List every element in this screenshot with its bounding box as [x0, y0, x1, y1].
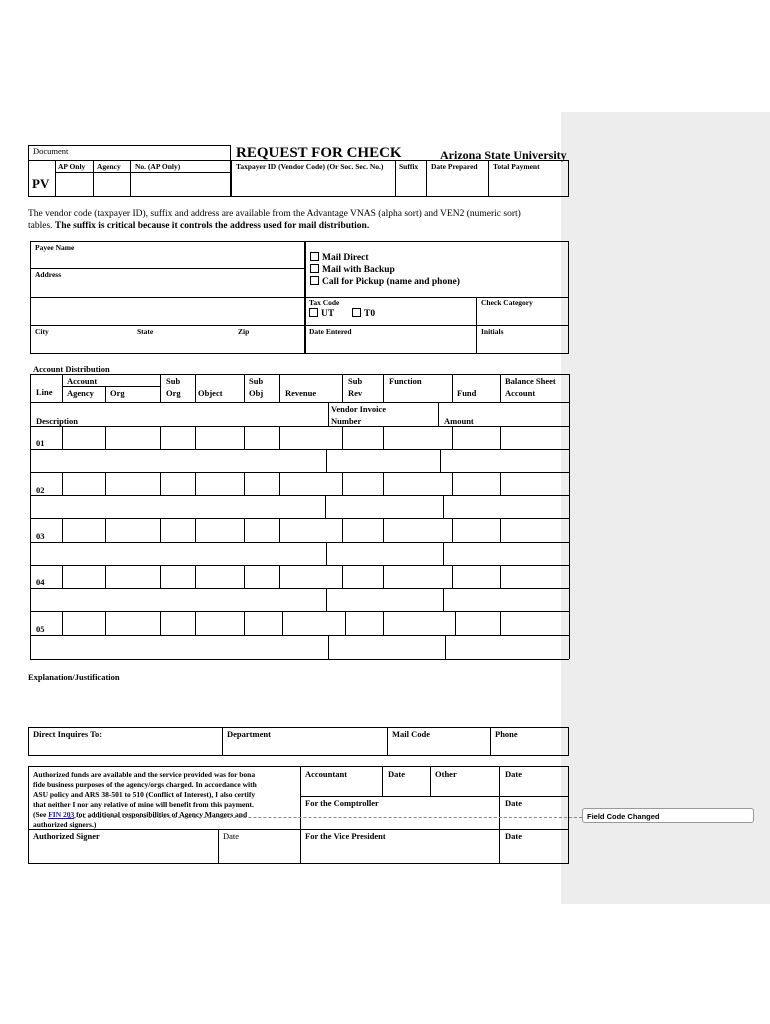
mail-backup-option[interactable]: Mail with Backup — [310, 264, 395, 276]
date-entered-label: Date Entered — [309, 327, 352, 336]
accountant-date-label: Date — [388, 769, 405, 779]
mail-code-label: Mail Code — [392, 729, 431, 739]
object-header: Object — [198, 388, 223, 398]
document-label: Document — [33, 146, 69, 156]
tax-code-label: Tax Code — [309, 298, 340, 307]
comptroller-date-label: Date — [505, 798, 522, 808]
city-label: City — [35, 327, 49, 336]
form-title: REQUEST FOR CHECK — [236, 145, 402, 161]
sub-obj-header: Obj — [249, 388, 264, 398]
mail-direct-checkbox[interactable] — [310, 252, 319, 261]
date-prepared-label: Date Prepared — [431, 162, 478, 171]
line-number: 02 — [36, 485, 45, 495]
balance-sheet-header: Balance Sheet — [505, 376, 556, 386]
other-label: Other — [435, 769, 457, 779]
agency-label: Agency — [97, 162, 121, 171]
direct-inquires-label: Direct Inquires To: — [33, 729, 103, 739]
vendor-invoice-header: Vendor Invoice — [331, 404, 387, 414]
auth-text-line: that neither I nor any relative of mine will benefit from this payment. — [33, 800, 254, 809]
explanation-label: Explanation/Justification — [28, 672, 120, 682]
account-header: Account — [67, 376, 98, 386]
auth-text-line: authorized signers.) — [33, 820, 97, 829]
auth-text-line: (See FIN 203 for additional responsibilities of Agency Mangers and — [33, 810, 248, 819]
tax-code-ut-option[interactable]: UT — [309, 308, 334, 320]
description-header: Description — [36, 416, 79, 426]
zip-label: Zip — [238, 327, 250, 336]
line-number: 04 — [36, 577, 45, 587]
number-header: Number — [331, 416, 362, 426]
comment-margin-pane — [561, 112, 770, 904]
balance-account-header: Account — [505, 388, 536, 398]
auth-text-line: Authorized funds are available and the service provided was for bona — [33, 770, 256, 779]
fund-header: Fund — [457, 388, 477, 398]
sub-org-header-top: Sub — [166, 376, 181, 386]
comment-connector — [68, 817, 582, 818]
pv-code: PV — [32, 176, 50, 191]
contact-box — [28, 727, 569, 756]
fin-203-link[interactable]: FIN 203 — [48, 810, 75, 819]
check-category-label: Check Category — [481, 298, 533, 307]
state-label: State — [137, 327, 154, 336]
sub-rev-header-top: Sub — [348, 376, 363, 386]
line-number: 05 — [36, 624, 45, 634]
ut-checkbox[interactable] — [309, 308, 318, 317]
no-ap-only-label: No. (AP Only) — [135, 162, 181, 171]
vice-president-date-label: Date — [505, 831, 522, 841]
taxpayer-id-label: Taxpayer ID (Vendor Code) (Or Soc. Sec. No.) — [236, 162, 384, 171]
total-payment-label: Total Payment — [493, 162, 540, 171]
account-distribution-title: Account Distribution — [33, 364, 110, 374]
other-date-label: Date — [505, 769, 522, 779]
accountant-label: Accountant — [305, 769, 348, 779]
auth-text-line: ASU policy and ARS 38-501 to 510 (Conflict of Interest), I also certify — [33, 790, 256, 799]
org-header: Org — [110, 388, 125, 398]
ap-only-label: AP Only — [58, 162, 86, 171]
amount-header: Amount — [444, 416, 474, 426]
line-number: 03 — [36, 531, 45, 541]
payee-name-label: Payee Name — [35, 243, 75, 252]
tax-code-t0-option[interactable]: T0 — [352, 308, 375, 320]
line-number: 01 — [36, 438, 45, 448]
function-header: Function — [389, 376, 422, 386]
auth-text-line: fide business purposes of the agency/orgs charged. In accordance with — [33, 780, 257, 789]
vice-president-label: For the Vice President — [305, 831, 386, 841]
signer-date-label: Date — [223, 831, 240, 841]
address-label: Address — [35, 270, 62, 279]
comptroller-label: For the Comptroller — [305, 798, 379, 808]
initials-label: Initials — [481, 327, 504, 336]
field-code-changed-balloon[interactable]: Field Code Changed — [582, 808, 754, 823]
t0-checkbox[interactable] — [352, 308, 361, 317]
sub-org-header: Org — [166, 388, 181, 398]
sub-rev-header: Rev — [348, 388, 363, 398]
authorized-signer-label: Authorized Signer — [33, 831, 100, 841]
call-pickup-checkbox[interactable] — [310, 276, 319, 285]
vendor-code-note: The vendor code (taxpayer ID), suffix and address are available from the Advantage VNAS (alpha sort) and VEN2 (numeric sort) — [28, 209, 521, 219]
line-header: Line — [36, 387, 53, 397]
agency-header: Agency — [67, 388, 94, 398]
revenue-header: Revenue — [285, 388, 317, 398]
sub-obj-header-top: Sub — [249, 376, 264, 386]
mail-backup-checkbox[interactable] — [310, 264, 319, 273]
phone-label: Phone — [495, 729, 518, 739]
call-pickup-option[interactable]: Call for Pickup (name and phone) — [310, 276, 460, 288]
department-label: Department — [227, 729, 271, 739]
mail-direct-option[interactable]: Mail Direct — [310, 252, 369, 264]
suffix-note: tables. The suffix is critical because it controls the address used for mail distribution. — [28, 221, 370, 231]
suffix-label: Suffix — [399, 162, 419, 171]
university-name: Arizona State University — [440, 148, 567, 162]
